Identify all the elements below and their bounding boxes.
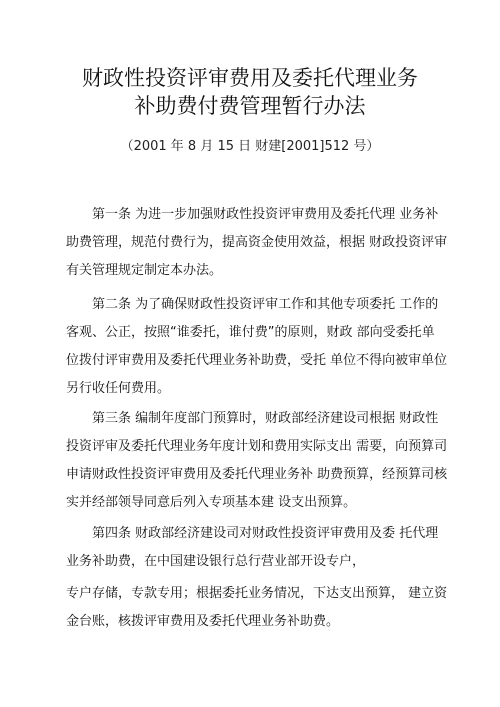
article-4-line-2: 业务补助费，在中国建设银行总行营业部开设专户，: [66, 554, 366, 569]
article-1-line-2: 助费管理，规范付费行为，提高资金使用效益，根据 财政投资评审: [66, 235, 448, 250]
article-2: [66, 291, 448, 403]
article-3-line-1: 第三条 编制年度部门预算时，财政部经济建设司根据 财政性: [92, 411, 439, 426]
article-2-line-1: 第二条 为了确保财政性投资评审工作和其他专项委托 工作的: [92, 297, 439, 312]
document-date-reference: （2001 年 8 月 15 日 财建[2001]512 号）: [120, 139, 380, 154]
article-1: [66, 201, 448, 285]
article-1-line-1: 第一条 为进一步加强财政性投资评审费用及委托代理 业务补: [92, 207, 439, 222]
article-3-line-4: 实并经部领导同意后列入专项基本建 设支出预算。: [66, 495, 357, 510]
article-4: [66, 520, 439, 576]
article-1-line-3: 有关管理规定制定本办法。: [66, 263, 223, 278]
article-4-cont-line-1: 专户存储，专款专用；根据委托业务情况，下达支出预算， 建立资: [66, 586, 448, 601]
document-title-line-2: 补助费付费管理暂行办法: [134, 94, 366, 118]
article-4-continuation: [66, 580, 448, 636]
document-title-line-1: 财政性投资评审费用及委托代理业务: [82, 66, 418, 90]
article-2-line-2: 客观、公正，按照“谁委托，谁付费”的原则，财政 部向受委托单: [66, 325, 435, 340]
article-3-line-2: 投资评审及委托代理业务年度计划和费用实际支出 需要，向预算司: [66, 439, 448, 454]
article-4-cont-line-2: 金台账，核拨评审费用及委托代理业务补助费。: [66, 614, 340, 629]
article-3-line-3: 申请财政性投资评审费用及委托代理业务补 助费预算，经预算司核: [66, 467, 448, 482]
article-2-line-3: 位拨付评审费用及委托代理业务补助费，受托 单位不得向被审单位: [66, 353, 448, 368]
article-4-line-1: 第四条 财政部经济建设司对财政性投资评审费用及委 托代理: [92, 526, 439, 541]
article-3: [66, 405, 448, 517]
article-2-line-4: 另行收任何费用。: [66, 381, 171, 396]
